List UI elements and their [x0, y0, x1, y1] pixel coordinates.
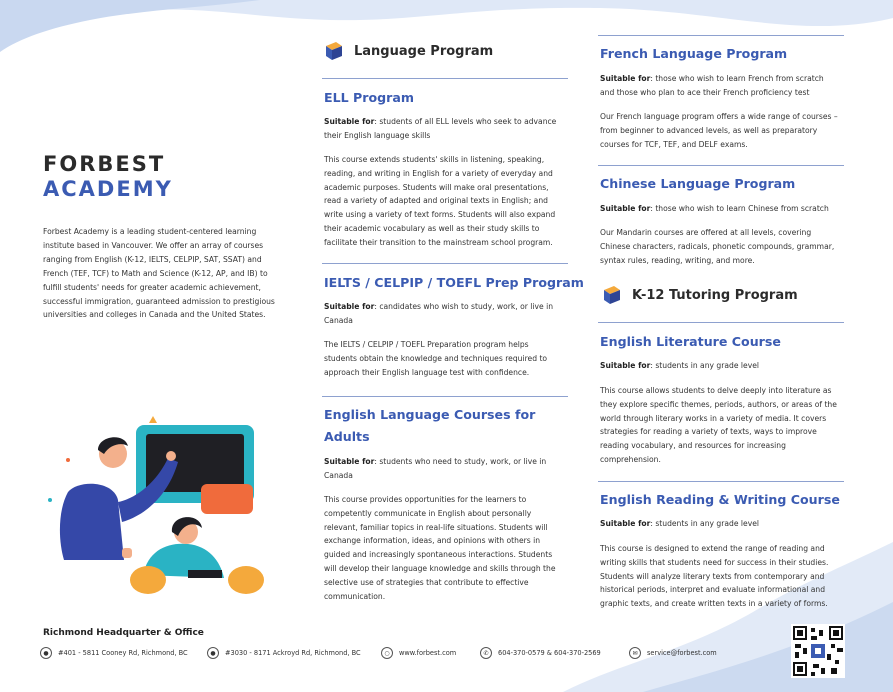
cube-icon	[322, 40, 344, 62]
language-program-heading	[322, 40, 493, 62]
address-2	[207, 647, 361, 659]
address-1-text: #401 - 5811 Cooney Rd, Richmond, BC	[58, 649, 188, 657]
location-pin-icon: ●	[207, 647, 219, 659]
adults-body: This course provides opportunities for the learners to competently communicate in English about personally relevant, familiar topics in real-life situations. Students will exchange information, ideas, and opinions with others in guided and increasingly spontaneous interactions. Students will develop their language knowledge and skills through the selective use of strategies that contribute to effective communication.	[324, 495, 556, 601]
qr-code[interactable]	[791, 624, 845, 678]
suitable-text: : those who wish to learn French from scratch and those who plan to ace their French proficiency test	[600, 74, 824, 97]
ell-suitable	[324, 115, 564, 143]
suitable-text: : candidates who wish to study, work, or live in Canada	[324, 302, 554, 325]
language-program-title: Language Program	[354, 43, 494, 59]
phone-icon: ✆	[480, 647, 492, 659]
ielts-program-title: IELTS / CELPIP / TOEFL Prep Program	[324, 275, 584, 290]
ielts-body: The IELTS / CELPIP / TOEFL Preparation program helps students obtain the knowledge and techniques required to approach their English language test with confidence.	[324, 340, 548, 377]
cube-icon	[600, 284, 622, 306]
footer-title: Richmond Headquarter & Office	[43, 628, 204, 638]
adults-suitable	[324, 455, 564, 483]
suitable-label: Suitable for	[600, 519, 651, 528]
divider	[598, 35, 844, 36]
reading-suitable	[600, 517, 840, 531]
suitable-label: Suitable for	[600, 361, 651, 370]
suitable-text: : students who need to study, work, or live in Canada	[324, 457, 547, 480]
email-link[interactable]: service@forbest.com	[647, 649, 717, 657]
suitable-text: : students in any grade level	[650, 519, 759, 528]
literature-body: This course allows students to delve deeply into literature as they explore specific themes, periods, authors, or areas of the world through literary works in a variety of media. It covers strategies for reading a variety of texts, ways to improve reading vocabulary, and resources for increasing comprehension.	[600, 386, 837, 464]
email[interactable]	[629, 647, 717, 659]
phone-numbers: 604-370-0579 & 604-370-2569	[498, 649, 601, 657]
address-1	[40, 647, 188, 659]
suitable-label: Suitable for	[324, 302, 375, 311]
suitable-text: : students in any grade level	[650, 361, 759, 370]
divider	[598, 481, 844, 482]
suitable-label: Suitable for	[600, 204, 651, 213]
ell-program-title: ELL Program	[324, 90, 414, 105]
divider	[598, 165, 844, 166]
website[interactable]	[381, 647, 456, 659]
location-pin-icon: ●	[40, 647, 52, 659]
brand-line-1: FORBEST	[43, 152, 166, 176]
divider	[322, 263, 568, 264]
suitable-label: Suitable for	[324, 117, 375, 126]
suitable-text: : those who wish to learn Chinese from scratch	[650, 204, 829, 213]
brand-line-2: ACADEMY	[43, 177, 173, 201]
literature-suitable	[600, 359, 840, 373]
literature-course-title: English Literature Course	[600, 334, 781, 349]
ell-body: This course extends students' skills in listening, speaking, reading, and writing in English for a variety of everyday and academic purposes. Students will make oral presentations, read a variety of adapted and original texts in English; and write using a variety of text forms. Students will also expand their academic vocabulary as well as their study skills to facilitate their transition to the mainstream school program.	[324, 155, 556, 247]
mail-icon: ✉	[629, 647, 641, 659]
french-body: Our French language program offers a wide range of courses – from beginner to advanced levels, as well as preparatory courses for TCF, TEF, and DELF exams.	[600, 112, 838, 149]
intro-paragraph: Forbest Academy is a leading student-centered learning institute based in Vancouver. We offer an array of courses ranging from English (K-12, IELTS, CELPIP, SAT, SSAT) and French (TEF, TCF) to Math and Science (K-12, AP, and IB) to fulfill students' needs for greater academic achievement, successful immigration, guaranteed admission to prestigious universities and colleges in Canada and the United States.	[43, 227, 275, 320]
suitable-label: Suitable for	[324, 457, 375, 466]
divider	[322, 78, 568, 79]
ielts-suitable	[324, 300, 564, 328]
suitable-text: : students of all ELL levels who seek to advance their English language skills	[324, 117, 557, 140]
divider	[322, 396, 568, 397]
chinese-suitable	[600, 202, 840, 216]
k12-program-heading	[600, 284, 798, 306]
adults-course-title: English Language Courses for Adults	[324, 407, 536, 444]
divider	[598, 322, 844, 323]
chinese-program-title: Chinese Language Program	[600, 176, 796, 191]
website-link[interactable]: www.forbest.com	[399, 649, 457, 657]
french-program-title: French Language Program	[600, 46, 788, 61]
teacher-student-illustration	[38, 410, 283, 600]
reading-course-title: English Reading & Writing Course	[600, 492, 840, 507]
globe-icon: ○	[381, 647, 393, 659]
french-suitable	[600, 72, 840, 100]
chinese-body: Our Mandarin courses are offered at all levels, covering Chinese characters, radicals, phonetic compounds, grammar, syntax rules, reading, writing, and more.	[600, 228, 835, 265]
phone	[480, 647, 601, 659]
k12-program-title: K-12 Tutoring Program	[632, 287, 798, 303]
address-2-text: #3030 - 8171 Ackroyd Rd, Richmond, BC	[225, 649, 361, 657]
suitable-label: Suitable for	[600, 74, 651, 83]
reading-body: This course is designed to extend the range of reading and writing skills that students need for success in their studies. Students will analyze literary texts from contemporary and historical periods, interpret and evaluate informational and graphic texts, and create written texts in a variety of forms.	[600, 544, 829, 609]
